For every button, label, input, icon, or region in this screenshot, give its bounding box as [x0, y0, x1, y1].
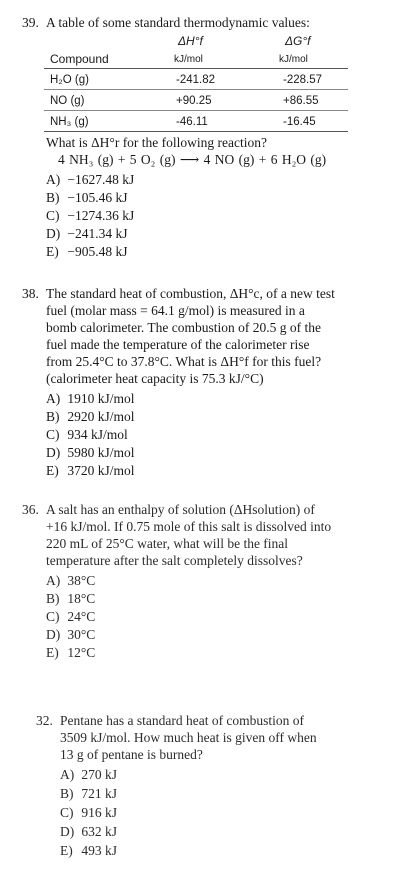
table-cell-dh: -241.82	[176, 74, 216, 86]
option-label: B)	[46, 591, 60, 606]
option-text: 30°C	[67, 627, 96, 642]
option-text: 934 kJ/mol	[67, 427, 128, 442]
answer-option-e	[46, 243, 128, 260]
answer-option-c	[46, 608, 95, 625]
option-label: D)	[46, 627, 61, 642]
question-stem-line: 3509 kJ/mol. How much heat is given off when	[60, 730, 317, 745]
table-cell-dh: -46.11	[176, 116, 208, 128]
answer-option-c	[46, 426, 128, 443]
answer-option-a	[46, 171, 134, 188]
option-label: A)	[46, 172, 61, 187]
answer-option-c	[60, 804, 117, 821]
option-text: −1627.48 kJ	[67, 172, 135, 187]
table-rule	[44, 110, 348, 111]
option-text: 916 kJ	[81, 805, 118, 820]
option-text: −1274.36 kJ	[67, 208, 135, 223]
question-number: 36.	[22, 502, 39, 517]
option-label: A)	[46, 573, 61, 588]
option-label: A)	[60, 767, 75, 782]
question-stem-line: A salt has an enthalpy of solution (ΔHsolution) of	[46, 502, 315, 517]
answer-option-d	[46, 444, 135, 461]
question-stem-line: temperature after the salt completely dissolves?	[46, 553, 303, 568]
question-stem-line: 13 g of pentane is burned?	[60, 747, 203, 762]
option-text: −105.46 kJ	[67, 190, 128, 205]
col-header-compound: Compound	[50, 52, 109, 66]
table-cell-compound: NO (g)	[50, 95, 85, 107]
option-text: 5980 kJ/mol	[67, 445, 135, 460]
answer-option-c	[46, 207, 134, 224]
table-rule	[44, 89, 348, 90]
option-label: C)	[46, 427, 60, 442]
option-text: 38°C	[67, 573, 96, 588]
question-number: 39.	[22, 15, 39, 30]
answer-option-b	[46, 189, 128, 206]
answer-option-e	[46, 462, 135, 479]
answer-option-a	[46, 572, 95, 589]
question-stem-line: fuel (molar mass = 64.1 g/mol) is measured in a	[46, 303, 305, 318]
option-text: 18°C	[67, 591, 96, 606]
answer-option-a	[46, 390, 135, 407]
table-cell-compound: H₂O (g)	[50, 74, 89, 86]
question-stem-line: 220 mL of 25°C water, what will be the final	[46, 536, 289, 551]
answer-option-e	[46, 644, 95, 661]
option-label: B)	[46, 190, 60, 205]
question-title: A table of some standard thermodynamic values:	[46, 15, 310, 30]
option-label: E)	[60, 843, 73, 858]
answer-option-e	[60, 842, 117, 859]
reaction-equation: 4 NH₃ (g) + 5 O₂ (g) ⟶ 4 NO (g) + 6 H₂O (g)	[58, 152, 327, 167]
option-text: 2920 kJ/mol	[67, 409, 135, 424]
option-text: 12°C	[67, 645, 96, 660]
option-text: −241.34 kJ	[67, 226, 128, 241]
answer-option-b	[46, 590, 95, 607]
question-stem-line: bomb calorimeter. The combustion of 20.5 g of the	[46, 320, 321, 335]
option-label: D)	[46, 226, 61, 241]
question-stem-line: +16 kJ/mol. If 0.75 mole of this salt is dissolved into	[46, 519, 332, 534]
question-stem-line: fuel made the temperature of the calorimeter rise	[46, 337, 310, 352]
unit-dg: kJ/mol	[279, 54, 308, 65]
option-text: −905.48 kJ	[67, 244, 128, 259]
answer-option-b	[60, 785, 117, 802]
option-label: B)	[46, 409, 60, 424]
answer-option-d	[46, 225, 128, 242]
table-cell-dg: +86.55	[283, 95, 319, 107]
question-stem-line: (calorimeter heat capacity is 75.3 kJ/°C)	[46, 371, 264, 386]
table-cell-dg: -228.57	[283, 74, 323, 86]
answer-option-a	[60, 766, 117, 783]
option-text: 3720 kJ/mol	[67, 463, 135, 478]
option-label: A)	[46, 391, 61, 406]
option-text: 632 kJ	[81, 824, 118, 839]
option-text: 1910 kJ/mol	[67, 391, 135, 406]
option-label: B)	[60, 786, 74, 801]
question-stem-line: from 25.4°C to 37.8°C. What is ΔH°f for this fuel?	[46, 354, 322, 369]
option-label: C)	[46, 208, 60, 223]
option-label: C)	[60, 805, 74, 820]
table-cell-dg: -16.45	[283, 116, 316, 128]
answer-option-d	[60, 823, 117, 840]
option-text: 721 kJ	[81, 786, 118, 801]
col-header-dg: ΔG°f	[285, 34, 311, 48]
option-label: D)	[60, 824, 75, 839]
unit-dh: kJ/mol	[174, 54, 203, 65]
option-label: C)	[46, 609, 60, 624]
question-number: 38.	[22, 286, 39, 301]
option-label: E)	[46, 645, 59, 660]
table-cell-compound: NH₃ (g)	[50, 116, 89, 128]
option-text: 493 kJ	[81, 843, 118, 858]
option-label: E)	[46, 463, 59, 478]
table-rule	[44, 68, 348, 69]
col-header-dh: ΔH°f	[178, 34, 203, 48]
option-text: 270 kJ	[81, 767, 118, 782]
table-rule	[44, 131, 348, 132]
question-stem-line: Pentane has a standard heat of combustion of	[60, 713, 305, 728]
question-number: 32.	[36, 713, 53, 728]
option-text: 24°C	[67, 609, 96, 624]
question-stem: What is ΔH°r for the following reaction?	[46, 135, 268, 150]
answer-option-b	[46, 408, 135, 425]
table-cell-dh: +90.25	[176, 95, 212, 107]
option-label: E)	[46, 244, 59, 259]
option-label: D)	[46, 445, 61, 460]
question-stem-line: The standard heat of combustion, ΔH°c, of a new test	[46, 286, 335, 301]
answer-option-d	[46, 626, 95, 643]
